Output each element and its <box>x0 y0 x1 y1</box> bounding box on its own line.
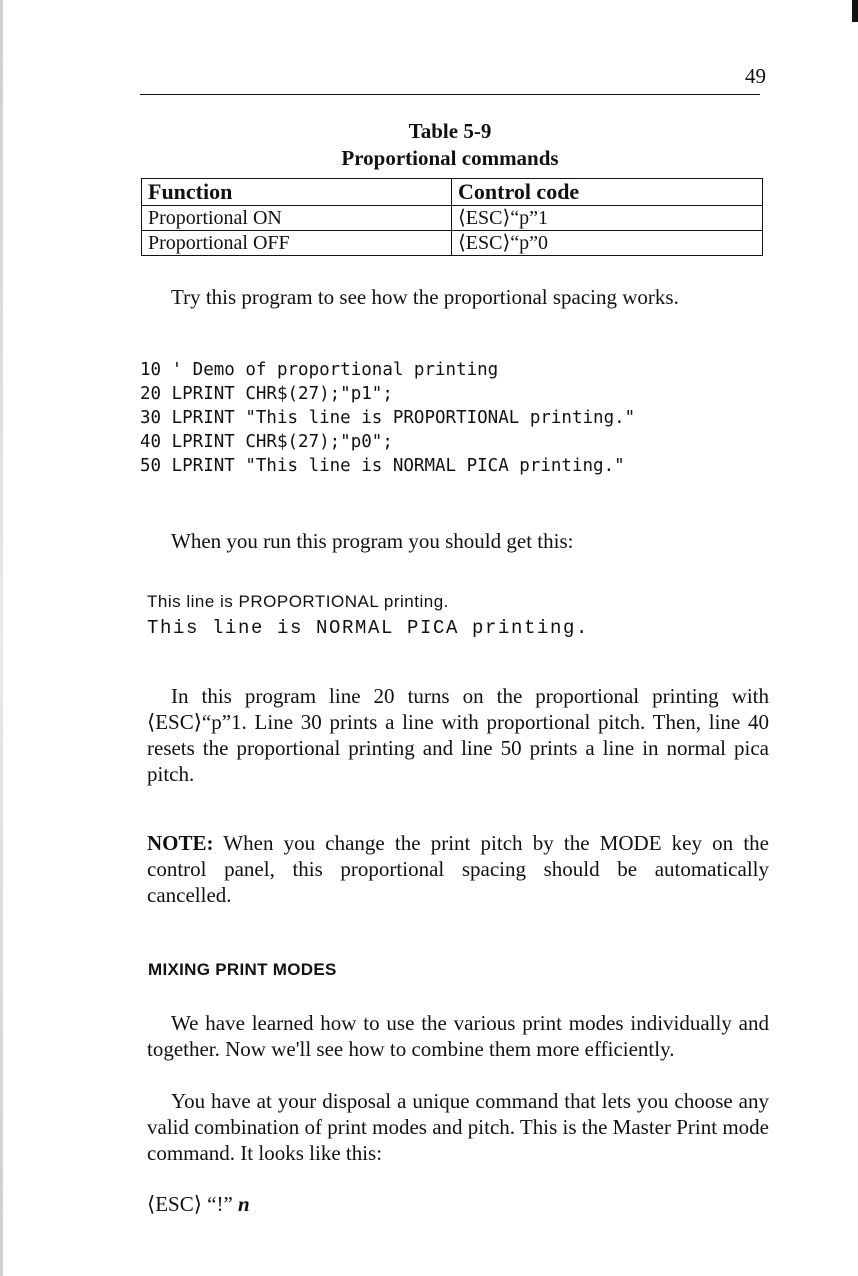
program-line: 20 LPRINT CHR$(27);"p1"; <box>140 384 393 404</box>
table-row <box>142 206 763 231</box>
header-function: Function <box>142 179 452 206</box>
note-text: When you change the print pitch by the MODE key on the control panel, this proportional spacing should be automatically cancelled. <box>147 831 769 907</box>
table-caption <box>200 118 700 172</box>
master-print-command <box>147 1192 250 1217</box>
row-function: Proportional OFF <box>142 231 452 256</box>
intro-paragraph: Try this program to see how the proportional spacing works. <box>171 285 679 309</box>
row-control-code: ⟨ESC⟩“p”0 <box>452 231 763 256</box>
table-number: Table 5-9 <box>408 119 492 143</box>
row-control-code: ⟨ESC⟩“p”1 <box>452 206 763 231</box>
program-line: 50 LPRINT "This line is NORMAL PICA printing." <box>140 456 625 476</box>
note-paragraph <box>147 830 769 908</box>
table-title: Proportional commands <box>341 146 559 170</box>
row-function: Proportional ON <box>142 206 452 231</box>
program-line: 10 ' Demo of proportional printing <box>140 360 499 380</box>
output-proportional: This line is PROPORTIONAL printing. <box>147 592 449 611</box>
explanation-paragraph: In this program line 20 turns on the proportional printing with ⟨ESC⟩“p”1. Line 30 prints a line with proportional pitch. Then, line 40 resets the proportional printing and line 50 prints a line in normal pica pitch. <box>147 684 769 786</box>
header-control-code: Control code <box>452 179 763 206</box>
table-header-row <box>142 179 763 206</box>
table-row <box>142 231 763 256</box>
proportional-commands-table <box>141 178 763 256</box>
section-paragraph-1: We have learned how to use the various print modes individually and together. Now we'll see how to combine them more efficiently. <box>147 1011 769 1061</box>
result-intro: When you run this program you should get this: <box>171 529 574 553</box>
program-line: 30 LPRINT "This line is PROPORTIONAL printing." <box>140 408 636 428</box>
program-line: 40 LPRINT CHR$(27);"p0"; <box>140 432 393 452</box>
scan-edge <box>0 0 3 1276</box>
command-code: ⟨ESC⟩ “!” <box>147 1192 239 1216</box>
output-pica: This line is NORMAL PICA printing. <box>147 617 590 639</box>
command-param: n <box>238 1192 250 1216</box>
note-label: NOTE: <box>147 831 214 855</box>
header-rule <box>140 94 760 95</box>
section-paragraph-2: You have at your disposal a unique command that lets you choose any valid combination of print modes and pitch. This is the Master Print mode command. It looks like this: <box>147 1089 769 1165</box>
page-number: 49 <box>745 64 766 88</box>
section-heading: MIXING PRINT MODES <box>148 960 337 979</box>
program-listing <box>140 358 635 478</box>
scan-corner-mark <box>852 0 858 22</box>
